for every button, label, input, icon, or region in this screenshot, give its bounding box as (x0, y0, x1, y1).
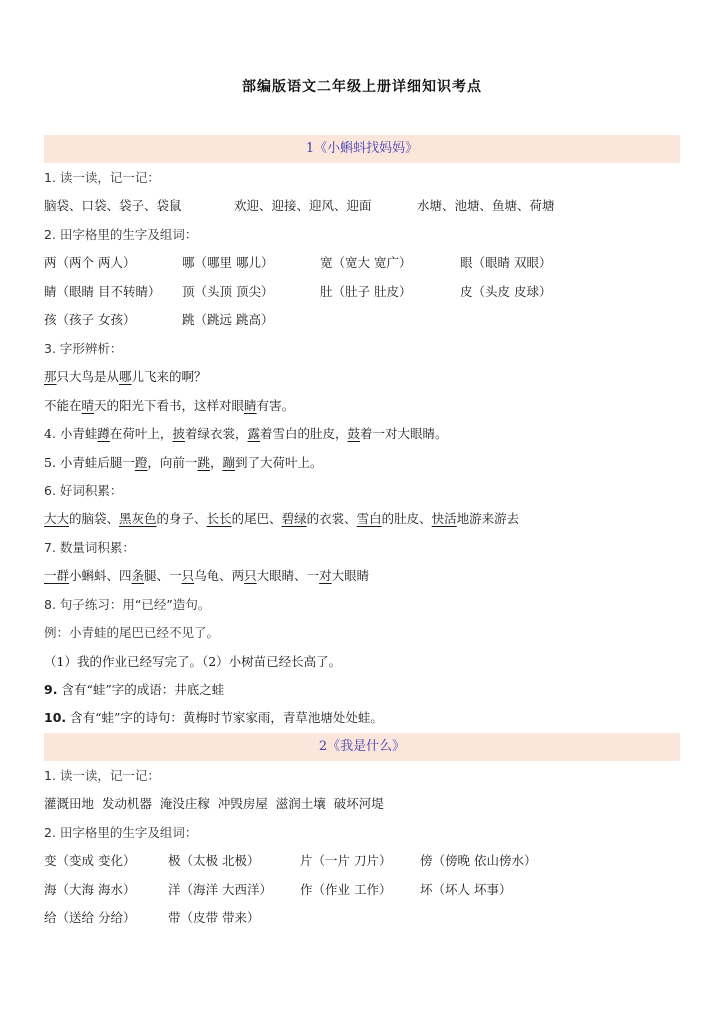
underlined-char: 鼓 (347, 426, 361, 441)
text-fragment: 着一对大眼睛。 (360, 426, 448, 441)
sentence-line (44, 453, 684, 473)
underlined-word: 碧绿 (281, 511, 307, 526)
underlined-word: 快活 (431, 511, 457, 526)
underlined-char: 蹲 (97, 426, 110, 441)
heading-read-and-remember: 1. 读一读，记一记： (44, 170, 160, 185)
text-fragment: 到了大荷叶上。 (234, 455, 323, 470)
character-entry: 顶（头顶 顶尖） (182, 284, 274, 299)
word-group: 脑袋、口袋、袋子、袋鼠 (44, 198, 182, 213)
character-grid-row (44, 851, 684, 871)
character-entry: 睛（眼睛 目不转睛） (44, 284, 161, 299)
character-entry: 变（变成 变化） (44, 853, 136, 868)
character-entry: 洋（海洋 大西洋） (168, 882, 272, 897)
text-fragment: 腿、一 (144, 568, 182, 583)
character-entry: 皮（头皮 皮球） (460, 284, 552, 299)
text-fragment: 儿飞来的啊？ (131, 369, 207, 384)
item-number: 10. (44, 710, 67, 725)
character-entry: 给（送给 分给） (44, 910, 136, 925)
heading-measure-words: 7. 数量词积累： (44, 540, 135, 555)
example-sentence: 例：小青蛙的尾巴已经不见了。 (44, 625, 220, 640)
heading-good-words: 6. 好词积累： (44, 483, 123, 498)
text-fragment: 的肚皮、 (381, 511, 432, 526)
character-entry: 片（一片 刀片） (300, 853, 392, 868)
text-fragment: 的脑袋、 (69, 511, 120, 526)
text-fragment: 只大鸟是从 (56, 369, 120, 384)
character-entry: 带（皮带 带来） (168, 910, 260, 925)
underlined-char: 蹬 (134, 455, 148, 470)
underlined-char: 披 (172, 426, 185, 441)
heading-character-grid: 2. 田字格里的生字及组词： (44, 227, 198, 242)
item-number: 9. (44, 682, 58, 697)
sentence-line (44, 367, 684, 387)
character-grid-row (44, 282, 684, 302)
text-fragment: 的衣裳、 (306, 511, 357, 526)
underlined-char: 晴 (81, 398, 95, 413)
character-entry: 肚（肚子 肚皮） (320, 284, 412, 299)
text-fragment: 含有“蛙”字的诗句：黄梅时节家家雨，青草池塘处处蛙。 (70, 710, 383, 725)
sentence-line (44, 396, 684, 416)
underlined-word: 黑灰色 (119, 511, 157, 526)
character-grid-row (44, 253, 684, 273)
character-entry: 傍（傍晚 依山傍水） (420, 853, 537, 868)
character-entry: 作（作业 工作） (300, 882, 392, 897)
underlined-word: 长长 (206, 511, 232, 526)
text-fragment: 4. 小青蛙 (44, 426, 98, 441)
underlined-word: 对 (319, 568, 332, 583)
character-grid-row (44, 908, 684, 928)
character-entry: 跳（跳远 跳高） (182, 312, 274, 327)
underlined-word: 只 (244, 568, 257, 583)
text-fragment: 地游来游去 (456, 511, 520, 526)
text-fragment: 的身子、 (156, 511, 207, 526)
text-fragment: 小蝌蚪、四 (69, 568, 132, 583)
text-fragment: 有害。 (256, 398, 295, 413)
section-header-lesson-2: 2《我是什么》 (44, 733, 680, 761)
character-entry: 海（大海 海水） (44, 882, 136, 897)
underlined-char: 跳 (197, 455, 210, 470)
text-fragment: 5. 小青蛙后腿一 (44, 455, 135, 470)
word-group: 欢迎、迎接、迎风、迎面 (234, 198, 372, 213)
word-list-row: 灌溉田地 发动机器 淹没庄稼 冲毁房屋 滋润土壤 破坏河堤 (44, 796, 384, 811)
heading-character-distinction: 3. 字形辨析： (44, 341, 123, 356)
text-fragment: 乌龟、两 (194, 568, 245, 583)
idiom-line (44, 680, 684, 700)
text-fragment: ， (209, 455, 223, 470)
practice-sentences: （1）我的作业已经写完了。（2）小树苗已经长高了。 (44, 654, 342, 669)
heading-character-grid: 2. 田字格里的生字及组词： (44, 825, 198, 840)
text-fragment: 大眼睛 (331, 568, 370, 583)
underlined-char: 那 (44, 369, 57, 384)
word-list-row (44, 196, 684, 216)
text-fragment: 着雪白的肚皮， (259, 426, 348, 441)
sentence-line (44, 424, 684, 444)
character-entry: 孩（孩子 女孩） (44, 312, 136, 327)
text-fragment: 在荷叶上， (109, 426, 173, 441)
character-entry: 极（太极 北极） (168, 853, 260, 868)
underlined-char: 蹦 (222, 455, 235, 470)
document-title: 部编版语文二年级上册详细知识考点 (242, 79, 482, 95)
text-fragment: 含有“蛙”字的成语：井底之蛙 (61, 682, 225, 697)
section-header-lesson-1: 1《小蝌蚪找妈妈》 (44, 135, 680, 163)
text-fragment: 着绿衣裳， (184, 426, 248, 441)
character-entry: 眼（眼睛 双眼） (460, 255, 552, 270)
text-fragment: 的尾巴、 (231, 511, 282, 526)
heading-sentence-practice: 8. 句子练习：用“已经”造句。 (44, 597, 211, 612)
sentence-line (44, 566, 684, 586)
underlined-char: 睛 (244, 398, 257, 413)
underlined-word: 雪白 (356, 511, 382, 526)
underlined-char: 哪 (119, 369, 132, 384)
word-group: 水塘、池塘、鱼塘、荷塘 (417, 198, 555, 213)
sentence-line (44, 509, 684, 529)
underlined-char: 露 (247, 426, 260, 441)
text-fragment: 天的阳光下看书，这样对眼 (94, 398, 245, 413)
text-fragment: ，向前一 (147, 455, 198, 470)
poem-line (44, 708, 684, 728)
character-entry: 坏（坏人 坏事） (420, 882, 512, 897)
character-grid-row (44, 880, 684, 900)
underlined-word: 一群 (44, 568, 70, 583)
text-fragment: 不能在 (44, 398, 82, 413)
underlined-word: 大大 (44, 511, 70, 526)
underlined-word: 条 (131, 568, 145, 583)
character-entry: 哪（哪里 哪儿） (182, 255, 274, 270)
character-entry: 两（两个 两人） (44, 255, 136, 270)
text-fragment: 大眼睛、一 (256, 568, 320, 583)
character-grid-row (44, 310, 684, 330)
character-entry: 宽（宽大 宽广） (320, 255, 412, 270)
underlined-word: 只 (181, 568, 195, 583)
heading-read-and-remember: 1. 读一读，记一记： (44, 768, 160, 783)
